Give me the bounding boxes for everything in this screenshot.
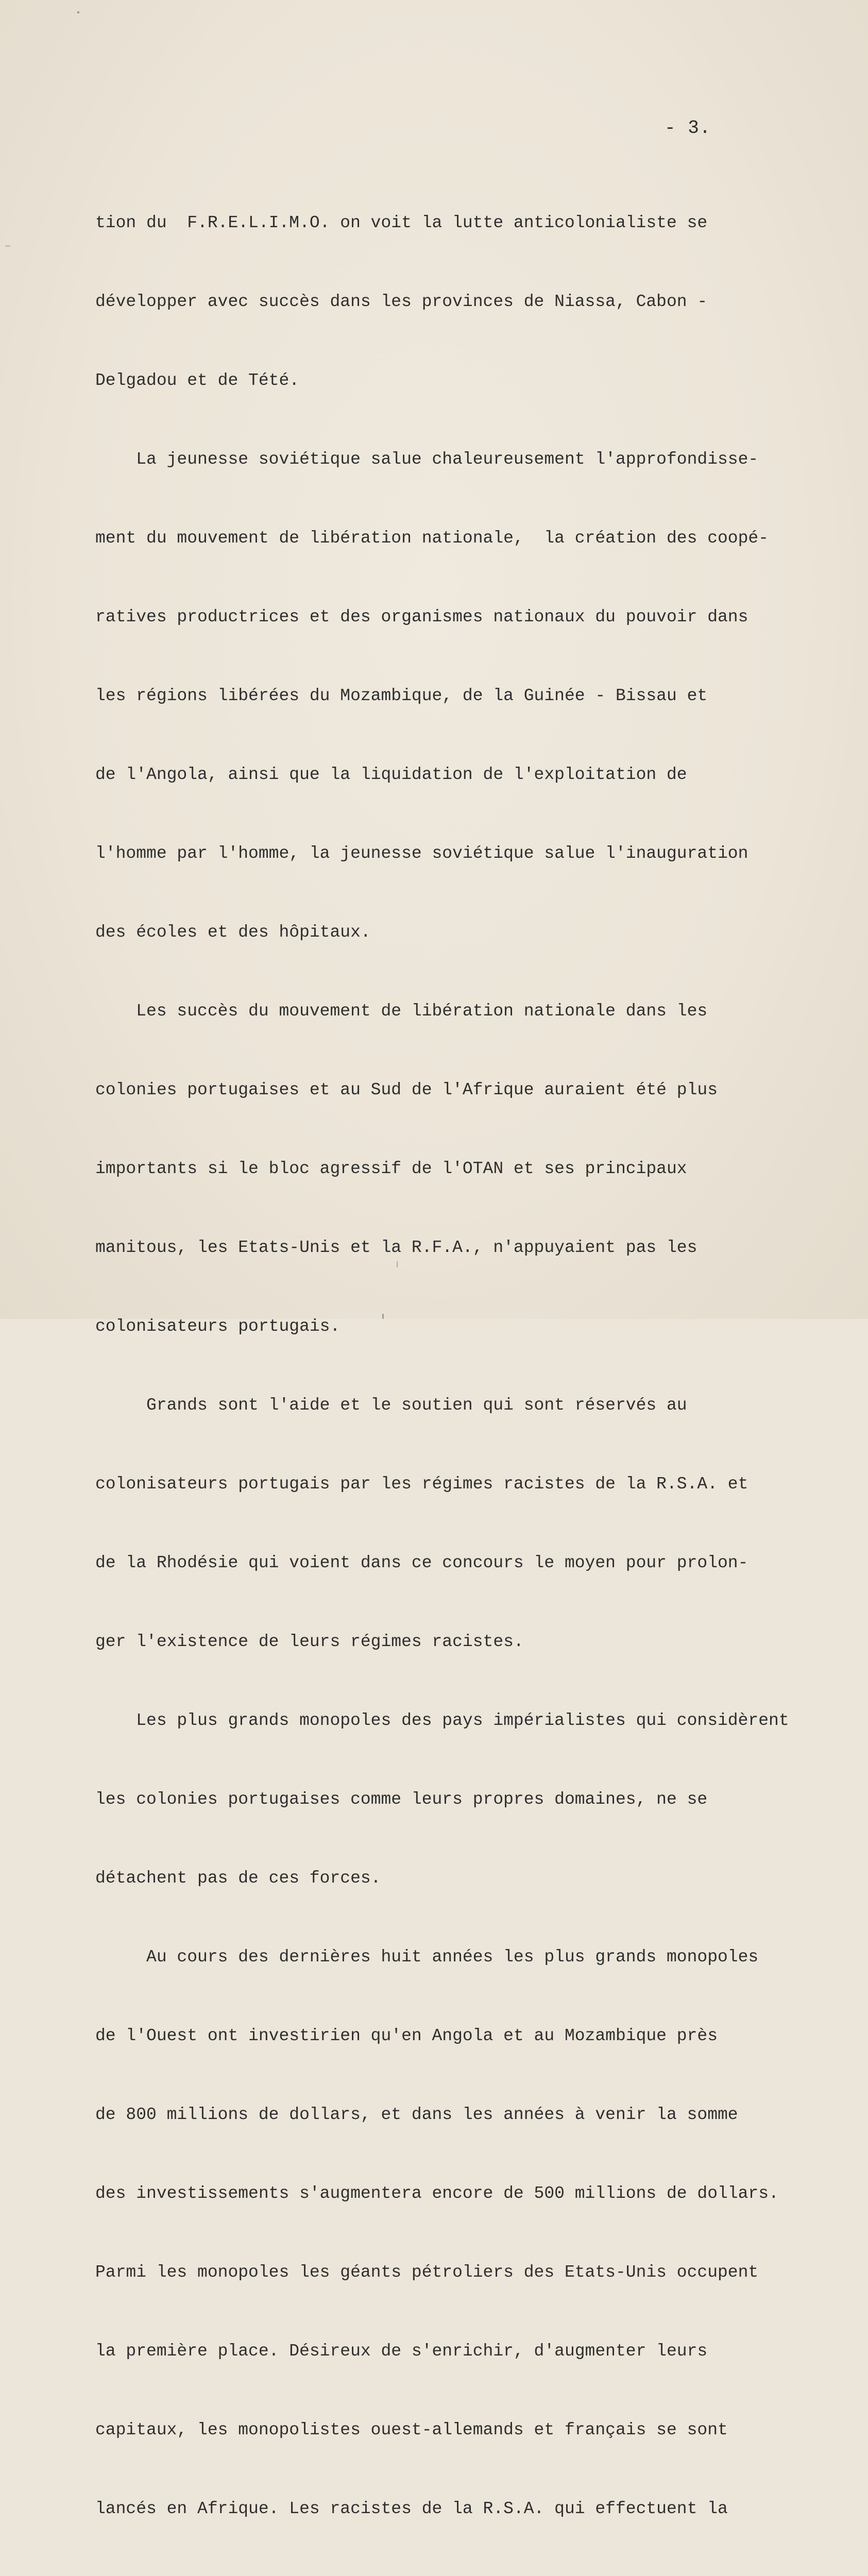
text-line: ment du mouvement de libération nationale, la création des coopé- [95, 529, 769, 548]
text-line: les colonies portugaises comme leurs propres domaines, ne se [95, 1790, 708, 1809]
text-line: Les succès du mouvement de libération nationale dans les [95, 1002, 708, 1021]
text-line: des écoles et des hôpitaux. [95, 923, 371, 942]
page-number: - 3. [665, 117, 711, 139]
text-line: de 800 millions de dollars, et dans les années à venir la somme [95, 2105, 738, 2124]
text-line: tion du F.R.E.L.I.M.O. on voit la lutte anticolonialiste se [95, 213, 708, 232]
text-line: Delgadou et de Tété. [95, 371, 300, 390]
paper-speck [77, 11, 79, 13]
typewritten-body [95, 157, 816, 2576]
text-line: manitous, les Etats-Unis et la R.F.A., n'appuyaient pas les [95, 1238, 697, 1257]
text-line: lancés en Afrique. Les racistes de la R.S.A. qui effectuent la [95, 2499, 728, 2518]
text-line: colonisateurs portugais. [95, 1317, 341, 1336]
text-line: Parmi les monopoles les géants pétroliers des Etats-Unis occupent [95, 2263, 759, 2282]
text-line: la première place. Désireux de s'enrichir, d'augmenter leurs [95, 2342, 708, 2361]
text-line: l'homme par l'homme, la jeunesse soviétique salue l'inauguration [95, 844, 748, 863]
text-line: ger l'existence de leurs régimes racistes. [95, 1632, 524, 1651]
text-line: ratives productrices et des organismes nationaux du pouvoir dans [95, 607, 748, 626]
text-line: Au cours des dernières huit années les plus grands monopoles [95, 1947, 759, 1967]
text-line: importants si le bloc agressif de l'OTAN et ses principaux [95, 1159, 687, 1178]
text-line: Grands sont l'aide et le soutien qui sont réservés au [95, 1396, 687, 1415]
text-line: des investissements s'augmentera encore de 500 millions de dollars. [95, 2184, 779, 2203]
text-line: Les plus grands monopoles des pays impérialistes qui considèrent [95, 1711, 789, 1730]
text-line: les régions libérées du Mozambique, de la Guinée - Bissau et [95, 686, 708, 705]
text-line [95, 2574, 816, 2576]
text-line: colonisateurs portugais par les régimes racistes de la R.S.A. et [95, 1475, 748, 1494]
text-line: de la Rhodésie qui voient dans ce concours le moyen pour prolon- [95, 1553, 748, 1572]
text-line: de l'Ouest ont investirien qu'en Angola et au Mozambique près [95, 2026, 718, 2045]
text-line: de l'Angola, ainsi que la liquidation de l'exploitation de [95, 765, 687, 784]
text-line: colonies portugaises et au Sud de l'Afrique auraient été plus [95, 1080, 718, 1099]
text-line: La jeunesse soviétique salue chaleureusement l'approfondisse- [95, 450, 759, 469]
paper-speck [5, 245, 10, 247]
text-line: détachent pas de ces forces. [95, 1869, 381, 1888]
text-line: capitaux, les monopolistes ouest-allemands et français se sont [95, 2420, 728, 2439]
text-line: développer avec succès dans les provinces de Niassa, Cabon - [95, 292, 708, 311]
